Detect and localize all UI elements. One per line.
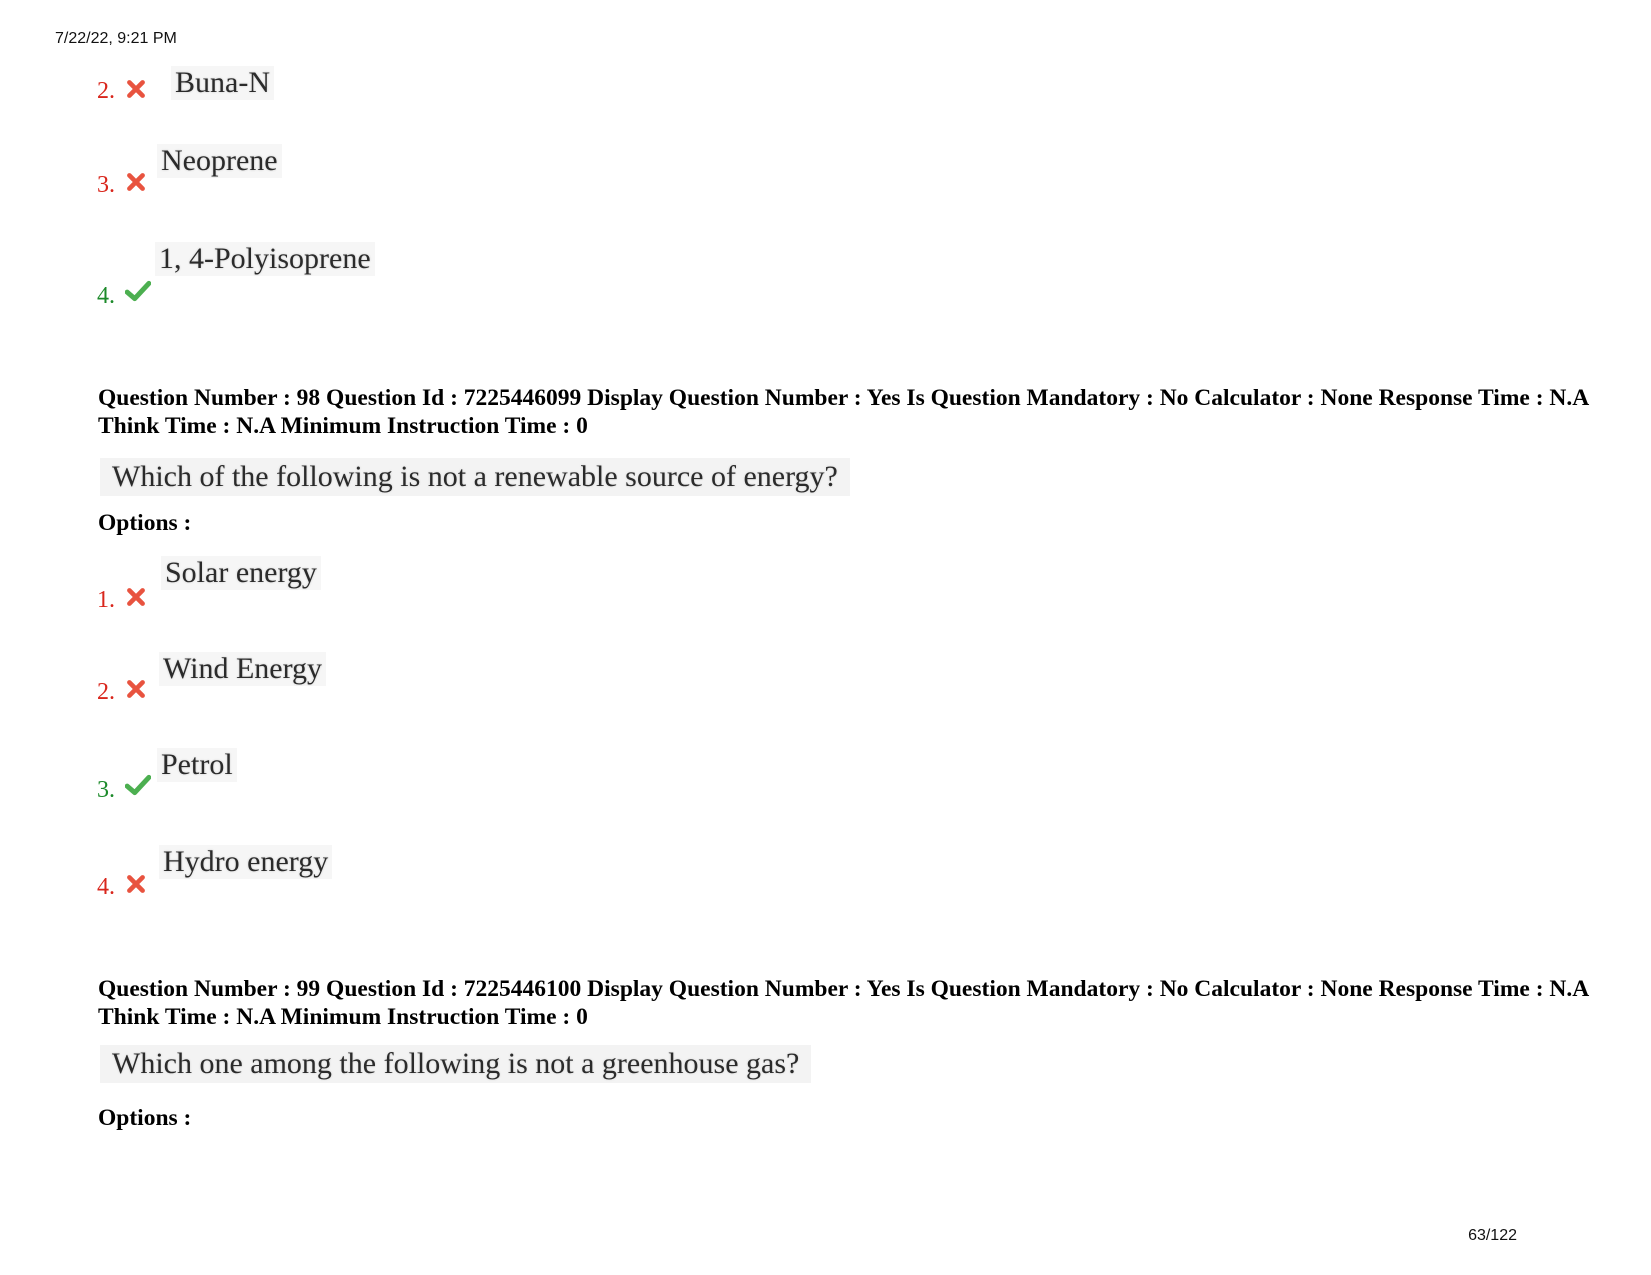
cross-icon	[125, 586, 147, 608]
options-label: Options :	[98, 510, 192, 536]
cross-icon	[125, 678, 147, 700]
option-text: Hydro energy	[159, 845, 332, 879]
option-text: Solar energy	[161, 556, 321, 590]
cross-icon	[125, 78, 147, 100]
cross-icon	[125, 873, 147, 895]
option-number: 1.	[97, 587, 115, 613]
option-number: 2.	[97, 78, 115, 104]
option-text: Neoprene	[157, 144, 282, 178]
question-text: Which one among the following is not a greenhouse gas?	[100, 1045, 811, 1083]
option-text: Buna-N	[171, 66, 274, 100]
option-text: 1, 4-Polyisoprene	[155, 242, 375, 276]
option-number: 4.	[97, 283, 115, 309]
option-number: 2.	[97, 679, 115, 705]
print-timestamp: 7/22/22, 9:21 PM	[55, 30, 177, 47]
check-icon	[125, 774, 151, 796]
check-icon	[125, 280, 151, 302]
cross-icon	[125, 171, 147, 193]
option-number: 3.	[97, 777, 115, 803]
page-number: 63/122	[1468, 1227, 1517, 1244]
question-meta: Question Number : 99 Question Id : 7225446100 Display Question Number : Yes Is Question Mandatory : No Calculator : None Response Time : N.A Think Time : N.A Minimum Instruction Time : 0	[98, 976, 1588, 1030]
option-text: Wind Energy	[159, 652, 326, 686]
question-text: Which of the following is not a renewable source of energy?	[100, 458, 850, 496]
option-text: Petrol	[157, 748, 237, 782]
options-label: Options :	[98, 1105, 192, 1131]
option-number: 3.	[97, 172, 115, 198]
question-meta: Question Number : 98 Question Id : 7225446099 Display Question Number : Yes Is Question Mandatory : No Calculator : None Response Time : N.A Think Time : N.A Minimum Instruction Time : 0	[98, 385, 1588, 439]
option-number: 4.	[97, 874, 115, 900]
